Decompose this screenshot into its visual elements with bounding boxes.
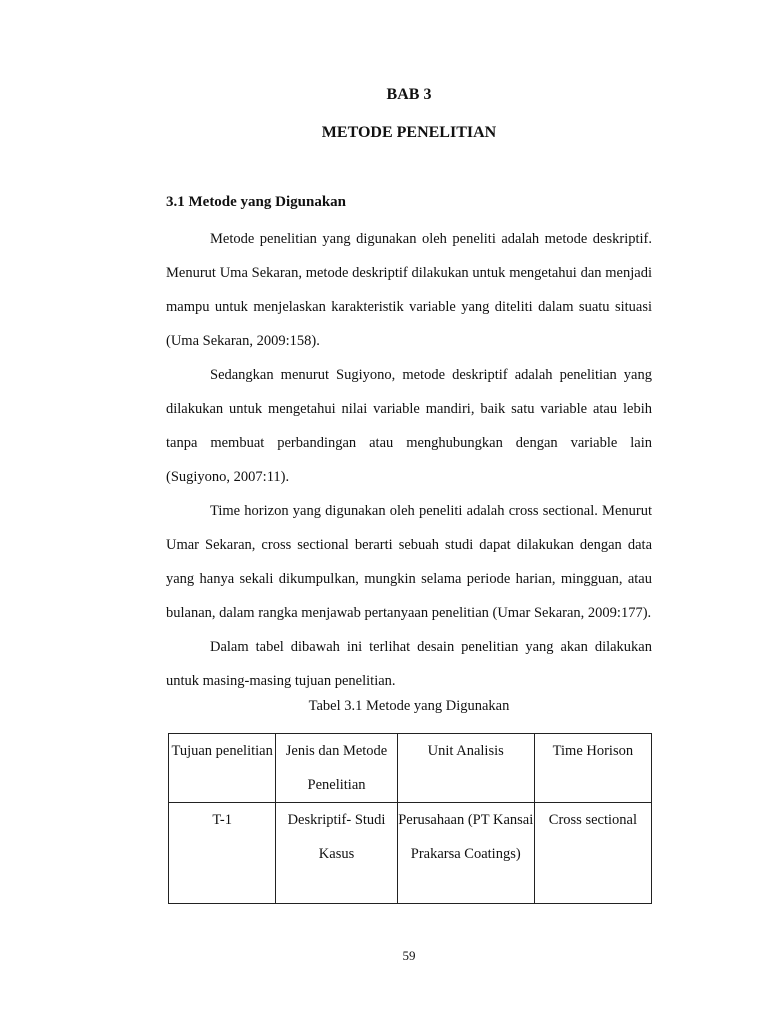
chapter-title: METODE PENELITIAN xyxy=(321,124,497,141)
table-caption: Tabel 3.1 Metode yang Digunakan xyxy=(308,698,510,714)
paragraph: Time horizon yang digunakan oleh peneliti adalah cross sectional. Menurut Umar Sekaran, cross sectional berarti sebuah studi dapat dilakukan dengan data yang hanya sekali dikumpulkan, mungkin selama periode harian, mingguan, atau bulanan, dalam rangka menjawab pertanyaan penelitian (Umar Sekaran, 2009:177). xyxy=(166,503,652,621)
table-header-row xyxy=(169,734,652,803)
table-header-cell: Tujuan penelitian xyxy=(169,734,276,803)
table-row xyxy=(169,803,652,904)
page-number: 59 xyxy=(402,948,416,963)
paragraph: Metode penelitian yang digunakan oleh peneliti adalah metode deskriptif. Menurut Uma Sekaran, metode deskriptif dilakukan untuk mengetahui dan menjadi mampu untuk menjelaskan karakteristik variable yang diteliti dalam suatu situasi (Uma Sekaran, 2009:158). xyxy=(166,231,652,349)
table-cell: Cross sectional xyxy=(534,803,651,904)
body-text xyxy=(166,222,652,698)
method-table xyxy=(168,733,652,904)
table-header-cell: Time Horison xyxy=(534,734,651,803)
table-header-cell: Unit Analisis xyxy=(397,734,534,803)
paragraph: Sedangkan menurut Sugiyono, metode deskriptif adalah penelitian yang dilakukan untuk mengetahui nilai variable mandiri, baik satu variable atau lebih tanpa membuat perbandingan atau menghubungkan dengan variable lain (Sugiyono, 2007:11). xyxy=(166,367,652,485)
section-heading: 3.1 Metode yang Digunakan xyxy=(166,194,347,210)
table-cell: T-1 xyxy=(169,803,276,904)
table-header-cell: Jenis dan Metode Penelitian xyxy=(276,734,397,803)
table-cell: Deskriptif- Studi Kasus xyxy=(276,803,397,904)
paragraph: Dalam tabel dibawah ini terlihat desain penelitian yang akan dilakukan untuk masing-masing tujuan penelitian. xyxy=(166,639,652,689)
chapter-label: BAB 3 xyxy=(386,86,432,103)
table-cell: Perusahaan (PT Kansai Prakarsa Coatings) xyxy=(397,803,534,904)
